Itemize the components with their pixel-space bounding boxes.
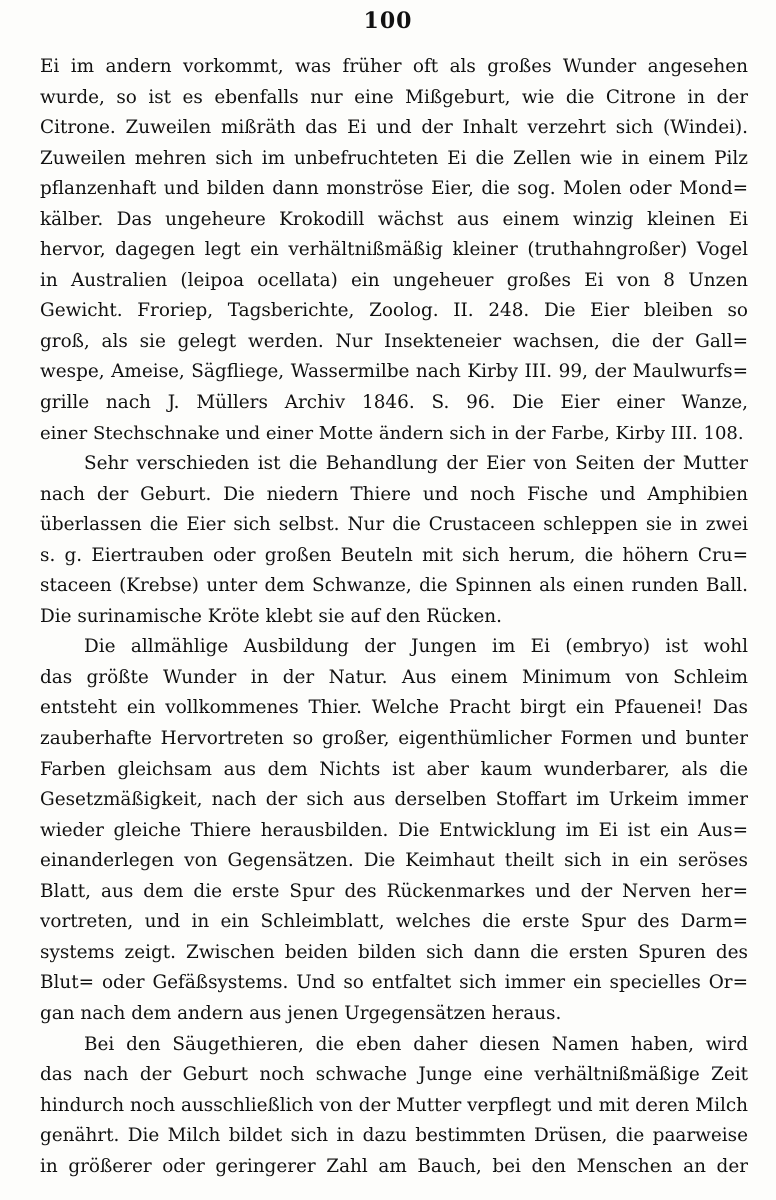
- text-line: Farben gleichsam aus dem Nichts ist aber kaum wunderbarer, als die: [40, 758, 748, 780]
- text-line: Gesetzmäßigkeit, nach der sich aus derselben Stoffart im Urkeim immer: [40, 789, 748, 811]
- text-line: entsteht ein vollkommenes Thier. Welche Pracht birgt ein Pfauenei! Das: [40, 697, 748, 719]
- body-text: [40, 52, 748, 1182]
- text-line: s. g. Eiertrauben oder großen Beuteln mit sich herum, die höhern Cru=: [40, 544, 748, 566]
- text-line: einer Stechschnake und einer Motte ändern sich in der Farbe, Kirby III. 108.: [40, 422, 744, 444]
- text-line: vortreten, und in ein Schleimblatt, welches die erste Spur des Darm=: [40, 911, 748, 933]
- text-line: Blut= oder Gefäßsystems. Und so entfaltet sich immer ein specielles Or=: [40, 972, 748, 994]
- text-line: grille nach J. Müllers Archiv 1846. S. 96. Die Eier einer Wanze,: [40, 392, 748, 414]
- text-line: Blatt, aus dem die erste Spur des Rückenmarkes und der Nerven her=: [40, 880, 748, 902]
- text-line: pflanzenhaft und bilden dann monströse Eier, die sog. Molen oder Mond=: [40, 178, 748, 200]
- text-line: hindurch noch ausschließlich von der Mutter verpflegt und mit deren Milch: [40, 1094, 748, 1116]
- text-line: wurde, so ist es ebenfalls nur eine Mißgeburt, wie die Citrone in der: [40, 86, 748, 108]
- text-line: zauberhafte Hervortreten so großer, eigenthümlicher Formen und bunter: [40, 728, 748, 750]
- text-line: Citrone. Zuweilen mißräth das Ei und der Inhalt verzehrt sich (Windei).: [40, 117, 748, 139]
- text-line: überlassen die Eier sich selbst. Nur die Crustaceen schleppen sie in zwei: [40, 514, 748, 536]
- text-line: wieder gleiche Thiere herausbilden. Die Entwicklung im Ei ist ein Aus=: [40, 819, 748, 841]
- text-line: in Australien (leipoa ocellata) ein ungeheuer großes Ei von 8 Unzen: [40, 269, 748, 291]
- text-line: groß, als sie gelegt werden. Nur Insekteneier wachsen, die der Gall=: [40, 330, 748, 352]
- text-line: Zuweilen mehren sich im unbefruchteten Ei die Zellen wie in einem Pilz: [40, 147, 748, 169]
- text-line: Gewicht. Froriep, Tagsberichte, Zoolog. II. 248. Die Eier bleiben so: [40, 300, 748, 322]
- text-line: nach der Geburt. Die niedern Thiere und noch Fische und Amphibien: [40, 483, 748, 505]
- text-line: systems zeigt. Zwischen beiden bilden sich dann die ersten Spuren des: [40, 941, 748, 963]
- text-line: staceen (Krebse) unter dem Schwanze, die Spinnen als einen runden Ball.: [40, 575, 748, 597]
- text-line: Bei den Säugethieren, die eben daher diesen Namen haben, wird: [84, 1033, 748, 1055]
- text-line: das nach der Geburt noch schwache Junge eine verhältnißmäßige Zeit: [40, 1064, 748, 1086]
- text-line: hervor, dagegen legt ein verhältnißmäßig kleiner (truthahngroßer) Vogel: [40, 239, 748, 261]
- text-line: gan nach dem andern aus jenen Urgegensätzen heraus.: [40, 1002, 562, 1024]
- text-line: Ei im andern vorkommt, was früher oft als großes Wunder angesehen: [40, 56, 748, 77]
- text-line: in größerer oder geringerer Zahl am Bauch, bei den Menschen an der: [40, 1155, 748, 1177]
- text-line: Sehr verschieden ist die Behandlung der Eier von Seiten der Mutter: [84, 453, 748, 475]
- text-line: das größte Wunder in der Natur. Aus einem Minimum von Schleim: [40, 666, 748, 688]
- text-line: kälber. Das ungeheure Krokodill wächst aus einem winzig kleinen Ei: [40, 208, 748, 230]
- text-line: einanderlegen von Gegensätzen. Die Keimhaut theilt sich in ein seröses: [40, 850, 748, 872]
- text-line: genährt. Die Milch bildet sich in dazu bestimmten Drüsen, die paarweise: [40, 1125, 748, 1147]
- page-number: 100: [363, 8, 413, 34]
- text-line: Die allmählige Ausbildung der Jungen im Ei (embryo) ist wohl: [84, 636, 748, 658]
- text-line: wespe, Ameise, Sägfliege, Wassermilbe nach Kirby III. 99, der Maulwurfs=: [40, 361, 748, 383]
- text-line: Die surinamische Kröte klebt sie auf den Rücken.: [40, 605, 502, 627]
